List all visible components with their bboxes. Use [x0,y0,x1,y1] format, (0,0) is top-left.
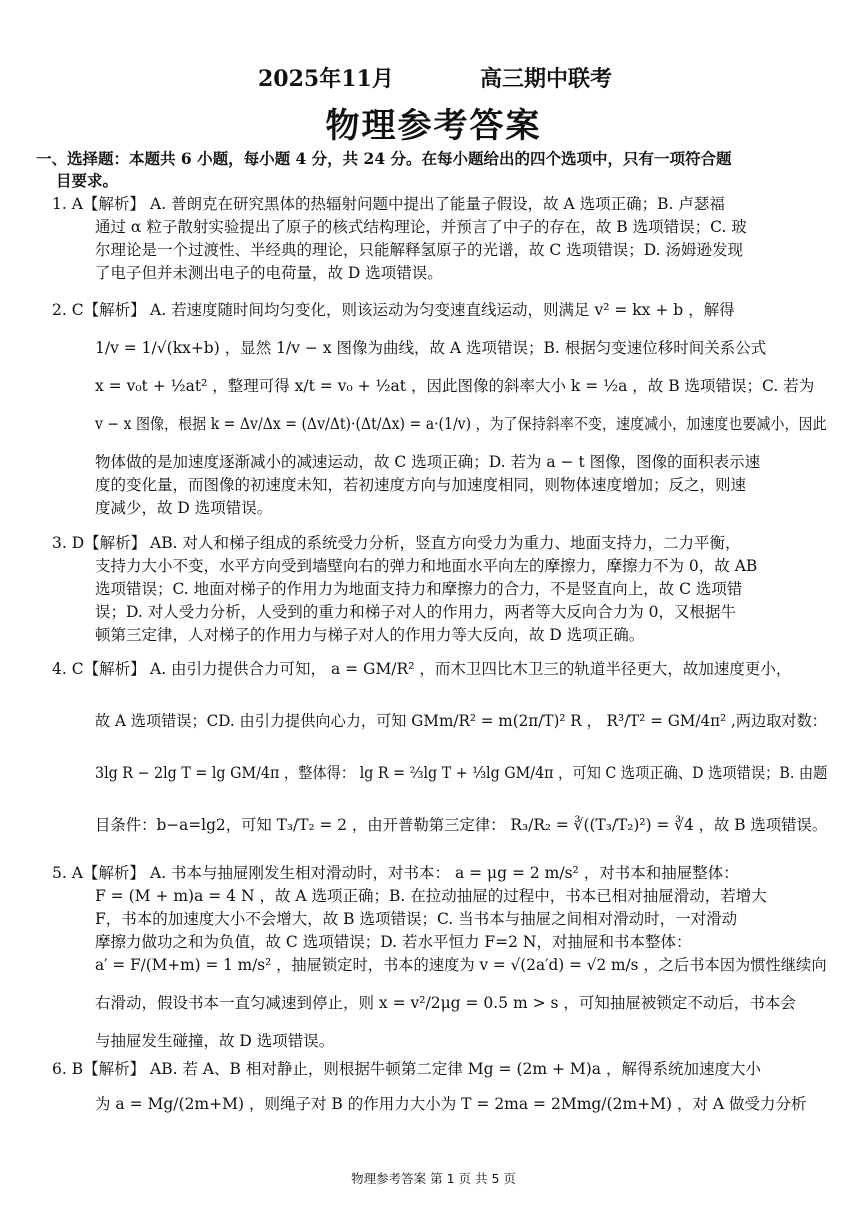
answer-line: 物体做的是加速度逐渐减小的减速运动，故 C 选项正确；D. 若为 a − t 图像，图像的面积表示速 [95,453,761,471]
answer-line: 选项错误；C. 地面对梯子的作用力为地面支持力和摩擦力的合力，不是竖直向上，故 C 选项错 [95,580,743,598]
answer-line: F，书本的加速度大小不会增大，故 B 选项错误；C. 当书本与抽屉之间相对滑动时，一对滑动 [95,910,738,928]
answer-line: 1/v = 1/√(kx+b) ，显然 1/v − x 图像为曲线，故 A 选项错误；B. 根据匀变速位移时间关系公式 [95,339,767,357]
exam-name: 高三期中联考 [480,66,613,92]
answer-line: A. 书本与抽屉刚发生相对滑动时，对书本： a = μg = 2 m/s² ，对书本和抽屉整体： [150,864,739,882]
answer-line: 度减少，故 D 选项错误。 [95,499,273,517]
section-heading-line-2: 目要求。 [56,171,119,190]
section-heading [36,148,826,192]
answer-line: 右滑动，假设书本一直匀减速到停止，则 x = v²/2μg = 0.5 m > s ，可知抽屉被锁定不动后，书本会 [95,994,796,1012]
answer-line: 通过 α 粒子散射实验提出了原子的核式结构理论，并预言了中子的存在，故 B 选项错误；C. 玻 [95,218,747,236]
answer-line: AB. 若 A、B 相对静止，则根据牛顿第二定律 Mg = (2m + M)a ，解得系统加速度大小 [150,1060,761,1078]
page-title: 物理参考答案 [325,106,542,146]
question-number: 4. C【解析】 [52,660,146,678]
question-number: 2. C【解析】 [52,301,146,319]
page-footer: 物理参考答案 第 1 页 共 5 页 [351,1171,516,1186]
answer-line: 目条件：b−a=lg2，可知 T₃/T₂ = 2 ，由开普勒第三定律： R₃/R₂ = ∛((T₃/T₂)²) = ∛4 ，故 B 选项错误。 [95,816,828,834]
answer-line: AB. 对人和梯子组成的系统受力分析，竖直方向受力为重力、地面支持力，二力平衡， [150,534,741,552]
answer-line: F = (M + m)a = 4 N ，故 A 选项正确；B. 在拉动抽屉的过程中，书本已相对抽屉滑动，若增大 [95,887,767,905]
page-header [0,62,867,96]
answer-line: A. 由引力提供合力可知， a = GM/R² ，而木卫四比木卫三的轨道半径更大，故加速度更小， [150,660,792,678]
answer-line: x = v₀t + ½at² ，整理可得 x/t = v₀ + ½at ，因此图像的斜率大小 k = ½a ，故 B 选项错误；C. 若为 [95,377,815,395]
question-number: 3. D【解析】 [52,534,147,552]
answer-line: a′ = F/(M+m) = 1 m/s² ，抽屉锁定时，书本的速度为 v = √(2a′d) = √2 m/s ，之后书本因为惯性继续向 [95,956,827,974]
answer-line: A. 普朗克在研究黑体的热辐射问题中提出了能量子假设，故 A 选项正确；B. 卢瑟福 [150,195,725,213]
answer-line: 了电子但并未测出电子的电荷量，故 D 选项错误。 [95,264,443,282]
answer-line: 与抽屉发生碰撞，故 D 选项错误。 [95,1032,335,1050]
answer-line: 摩擦力做功之和为负值，故 C 选项错误；D. 若水平恒力 F=2 N，对抽屉和书本整体： [95,933,692,951]
answer-line: 3lg R − 2lg T = lg GM/4π ，整体得： lg R = ⅔lg T + ⅓lg GM/4π ，可知 C 选项正确、D 选项错误；B. 由题 [95,764,828,782]
answer-line: 尔理论是一个过渡性、半经典的理论，只能解释氢原子的光谱，故 C 选项错误；D. 汤姆逊发现 [95,241,743,259]
answer-line: 误；D. 对人受力分析，人受到的重力和梯子对人的作用力，两者等大反向合力为 0，又根据牛 [95,603,737,621]
exam-date: 2025年11月 [258,66,394,92]
answer-line: 故 A 选项错误；CD. 由引力提供向心力，可知 GMm/R² = m(2π/T)² R ， R³/T² = GM/4π² ,两边取对数： [95,712,827,730]
answer-line: 支持力大小不变，水平方向受到墙壁向右的弹力和地面水平向左的摩擦力，摩擦力不为 0，故 AB [95,557,758,575]
answer-line: A. 若速度随时间均匀变化，则该运动为匀变速直线运动，则满足 v² = kx + b ，解得 [150,301,735,319]
answer-line: 度的变化量，而图像的初速度未知，若初速度方向与加速度相同，则物体速度增加；反之，则速 [95,476,747,494]
answer-line: 为 a = Mg/(2m+M) ，则绳子对 B 的作用力大小为 T = 2ma = 2Mmg/(2m+M) ，对 A 做受力分析 [95,1095,807,1113]
question-number: 5. A【解析】 [52,864,145,882]
answer-line: 顿第三定律，人对梯子的作用力与梯子对人的作用力等大反向，故 D 选项正确。 [95,626,645,644]
section-heading-line-1: 一、选择题：本题共 6 小题，每小题 4 分，共 24 分。在每小题给出的四个选项中，只有一项符合题 [36,149,732,168]
question-number: 6. B【解析】 [52,1060,146,1078]
answer-line: v − x 图像，根据 k = Δv/Δx = (Δv/Δt)·(Δt/Δx) = a·(1/v) ，为了保持斜率不变，速度减小，加速度也要减小，因此 [95,415,827,433]
question-number: 1. A【解析】 [52,195,145,213]
